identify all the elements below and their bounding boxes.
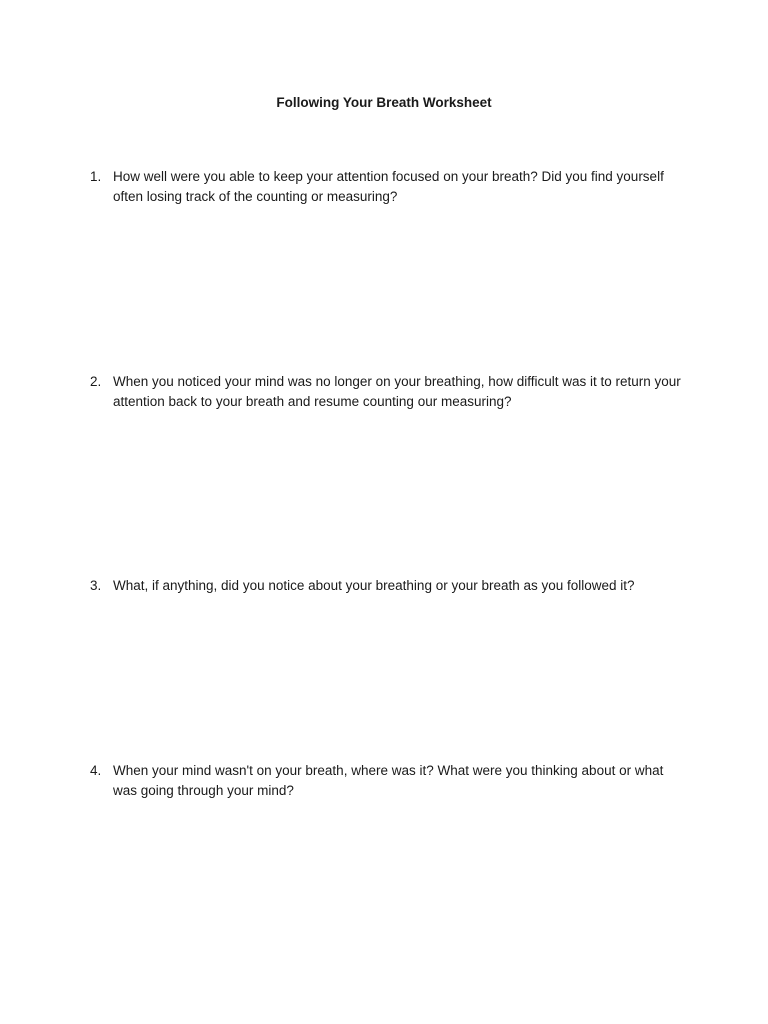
- page-title: Following Your Breath Worksheet: [276, 95, 492, 110]
- question-number: 3.: [90, 578, 102, 593]
- question-item: [90, 372, 690, 411]
- question-text: When your mind wasn't on your breath, where was it? What were you thinking about or what was going through your mind?: [113, 763, 664, 798]
- question-text: What, if anything, did you notice about your breathing or your breath as you followed it?: [113, 578, 635, 593]
- question-number: 4.: [90, 763, 102, 778]
- question-number: 1.: [90, 169, 102, 184]
- question-item: [90, 167, 690, 206]
- question-text: When you noticed your mind was no longer on your breathing, how difficult was it to return your attention back to your breath and resume counting our measuring?: [113, 374, 681, 409]
- question-number: 2.: [90, 374, 102, 389]
- question-text: How well were you able to keep your attention focused on your breath? Did you find yourself often losing track of the counting or measuring?: [113, 169, 664, 204]
- question-item: [90, 576, 690, 596]
- question-item: [90, 761, 690, 800]
